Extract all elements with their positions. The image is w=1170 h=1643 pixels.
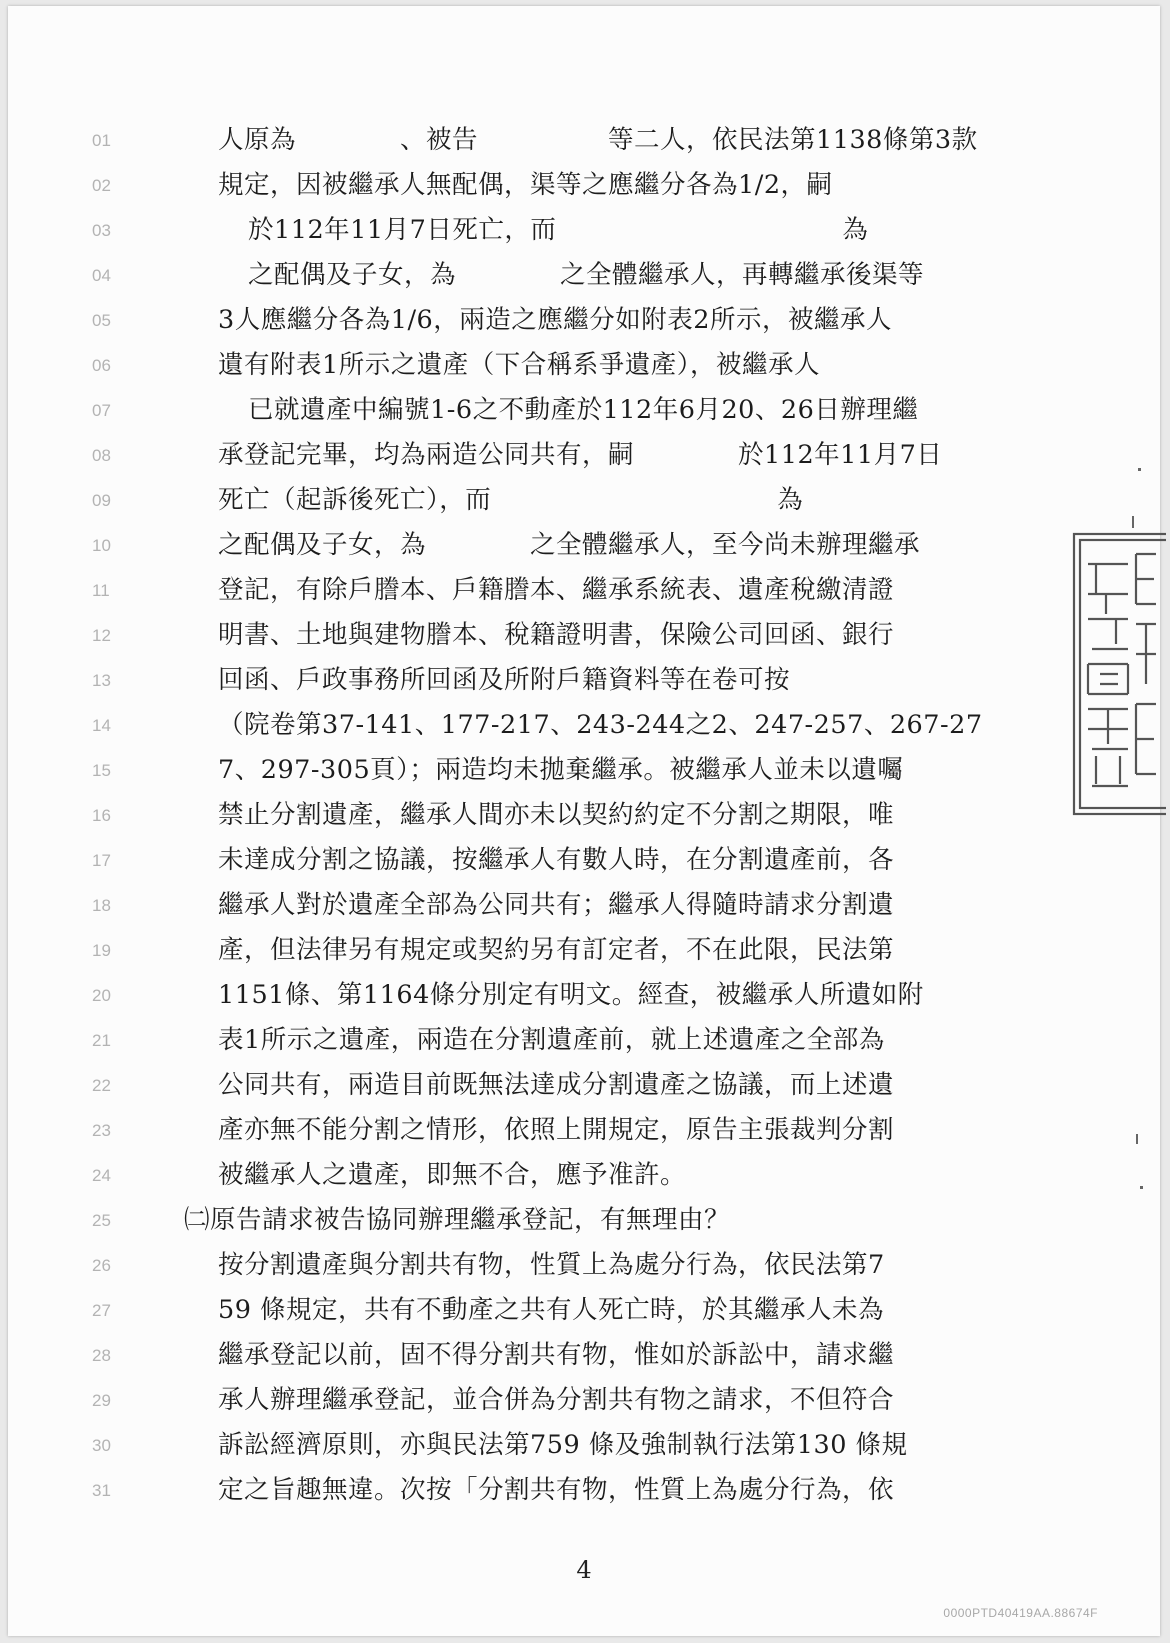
line-text: 死亡（起訴後死亡），而 為 [218,485,804,515]
line-text: 繼承登記以前，固不得分割共有物，惟如於訴訟中，請求繼 [218,1340,895,1370]
line-number: 19 [92,941,111,960]
line-text: ㈡原告請求被告協同辦理繼承登記，有無理由？ [184,1205,731,1235]
document-line [8,1198,1160,1243]
document-line [8,1333,1160,1378]
line-number: 05 [92,311,111,330]
document-line [8,748,1160,793]
scan-mark [1140,1186,1143,1189]
document-line [8,973,1160,1018]
line-text: 已就遺產中編號1-6之不動產於112年6月20、26日辦理繼 [248,395,919,425]
line-number: 14 [92,716,111,735]
line-number: 28 [92,1346,111,1365]
document-line [8,163,1160,208]
line-text: 承人辦理繼承登記，並合併為分割共有物之請求，不但符合 [218,1385,895,1415]
line-text: 59 條規定，共有不動產之共有人死亡時，於其繼承人未為 [218,1295,885,1325]
line-number: 25 [92,1211,111,1230]
document-code: 0000PTD40419AA.88674F [943,1606,1098,1620]
line-number: 23 [92,1121,111,1140]
document-line [8,1243,1160,1288]
document-line [8,793,1160,838]
line-text: 規定，因被繼承人無配偶，渠等之應繼分各為1/2，嗣 [218,170,833,200]
line-number: 08 [92,446,111,465]
line-text: 承登記完畢，均為兩造公同共有，嗣 於112年11月7日 [218,440,943,470]
line-text: 按分割遺產與分割共有物，性質上為處分行為，依民法第7 [218,1250,885,1280]
document-line [8,208,1160,253]
line-number: 09 [92,491,111,510]
document-line [8,1018,1160,1063]
document-line [8,118,1160,163]
line-text: 回函、戶政事務所回函及所附戶籍資料等在卷可按 [218,665,791,695]
line-number: 07 [92,401,111,420]
document-line [8,703,1160,748]
line-number: 03 [92,221,111,240]
line-number: 21 [92,1031,111,1050]
document-line [8,568,1160,613]
line-text: 明書、土地與建物謄本、稅籍證明書，保險公司回函、銀行 [218,620,895,650]
line-text: 禁止分割遺產，繼承人間亦未以契約約定不分割之期限，唯 [218,800,895,830]
document-line [8,1153,1160,1198]
line-number: 02 [92,176,111,195]
line-number: 27 [92,1301,111,1320]
line-text: 被繼承人之遺產，即無不合，應予准許。 [218,1160,687,1190]
line-number: 20 [92,986,111,1005]
document-line [8,883,1160,928]
document-line [8,1423,1160,1468]
line-text: 公同共有，兩造目前既無法達成分割遺產之協議，而上述遺 [218,1070,895,1100]
document-line [8,613,1160,658]
document-line [8,478,1160,523]
line-text: 訴訟經濟原則，亦與民法第759 條及強制執行法第130 條規 [218,1430,908,1460]
document-line [8,523,1160,568]
document-line [8,253,1160,298]
document-line [8,1378,1160,1423]
document-page [8,6,1160,1636]
line-number: 16 [92,806,111,825]
document-line [8,343,1160,388]
line-text: 1151條、第1164條分別定有明文。經查，被繼承人所遺如附 [218,980,924,1010]
line-text: 登記，有除戶謄本、戶籍謄本、繼承系統表、遺產稅繳清證 [218,575,895,605]
document-line [8,433,1160,478]
page-number: 4 [576,1556,592,1584]
document-line [8,388,1160,433]
document-line [8,1288,1160,1333]
line-number: 15 [92,761,111,780]
document-line [8,1063,1160,1108]
line-number: 06 [92,356,111,375]
document-line [8,298,1160,343]
line-number: 12 [92,626,111,645]
document-line [8,1468,1160,1513]
document-line [8,838,1160,883]
line-text: （院卷第37-141、177-217、243-244之2、247-257、267-27 [218,710,983,740]
line-text: 7、297-305頁）；兩造均未拋棄繼承。被繼承人並未以遺囑 [218,755,904,785]
line-text: 產，但法律另有規定或契約另有訂定者，不在此限，民法第 [218,935,895,965]
document-line [8,1108,1160,1153]
line-number: 17 [92,851,111,870]
line-text: 之配偶及子女，為 之全體繼承人，再轉繼承後渠等 [248,260,925,290]
line-number: 13 [92,671,111,690]
scan-mark [1136,1134,1138,1144]
line-number: 29 [92,1391,111,1410]
line-number: 11 [92,581,110,600]
line-text: 繼承人對於遺產全部為公同共有；繼承人得隨時請求分割遺 [218,890,895,920]
line-text: 表1所示之遺產，兩造在分割遺產前，就上述遺產之全部為 [218,1025,885,1055]
line-text: 3人應繼分各為1/6，兩造之應繼分如附表2所示，被繼承人 [218,305,892,335]
line-number: 26 [92,1256,111,1275]
line-number: 01 [92,131,111,150]
line-text: 於112年11月7日死亡，而 為 [248,215,869,245]
line-text: 之配偶及子女，為 之全體繼承人，至今尚未辦理繼承 [218,530,921,560]
line-number: 22 [92,1076,111,1095]
line-text: 未達成分割之協議，按繼承人有數人時，在分割遺產前，各 [218,845,895,875]
line-text: 人原為 、被告 等二人，依民法第1138條第3款 [218,125,978,155]
scan-mark [1132,516,1134,528]
line-number: 10 [92,536,111,555]
document-line [8,658,1160,703]
line-text: 遺有附表1所示之遺產（下合稱系爭遺產），被繼承人 [218,350,820,380]
line-number: 24 [92,1166,111,1185]
seal-stamp-fragment [1066,524,1166,824]
scan-mark [1138,468,1141,471]
line-number: 18 [92,896,111,915]
document-line [8,928,1160,973]
line-number: 04 [92,266,111,285]
line-number: 30 [92,1436,111,1455]
line-text: 產亦無不能分割之情形，依照上開規定，原告主張裁判分割 [218,1115,895,1145]
line-text: 定之旨趣無違。次按「分割共有物，性質上為處分行為，依 [218,1475,895,1505]
line-number: 31 [92,1481,111,1500]
seal-icon [1066,524,1166,824]
